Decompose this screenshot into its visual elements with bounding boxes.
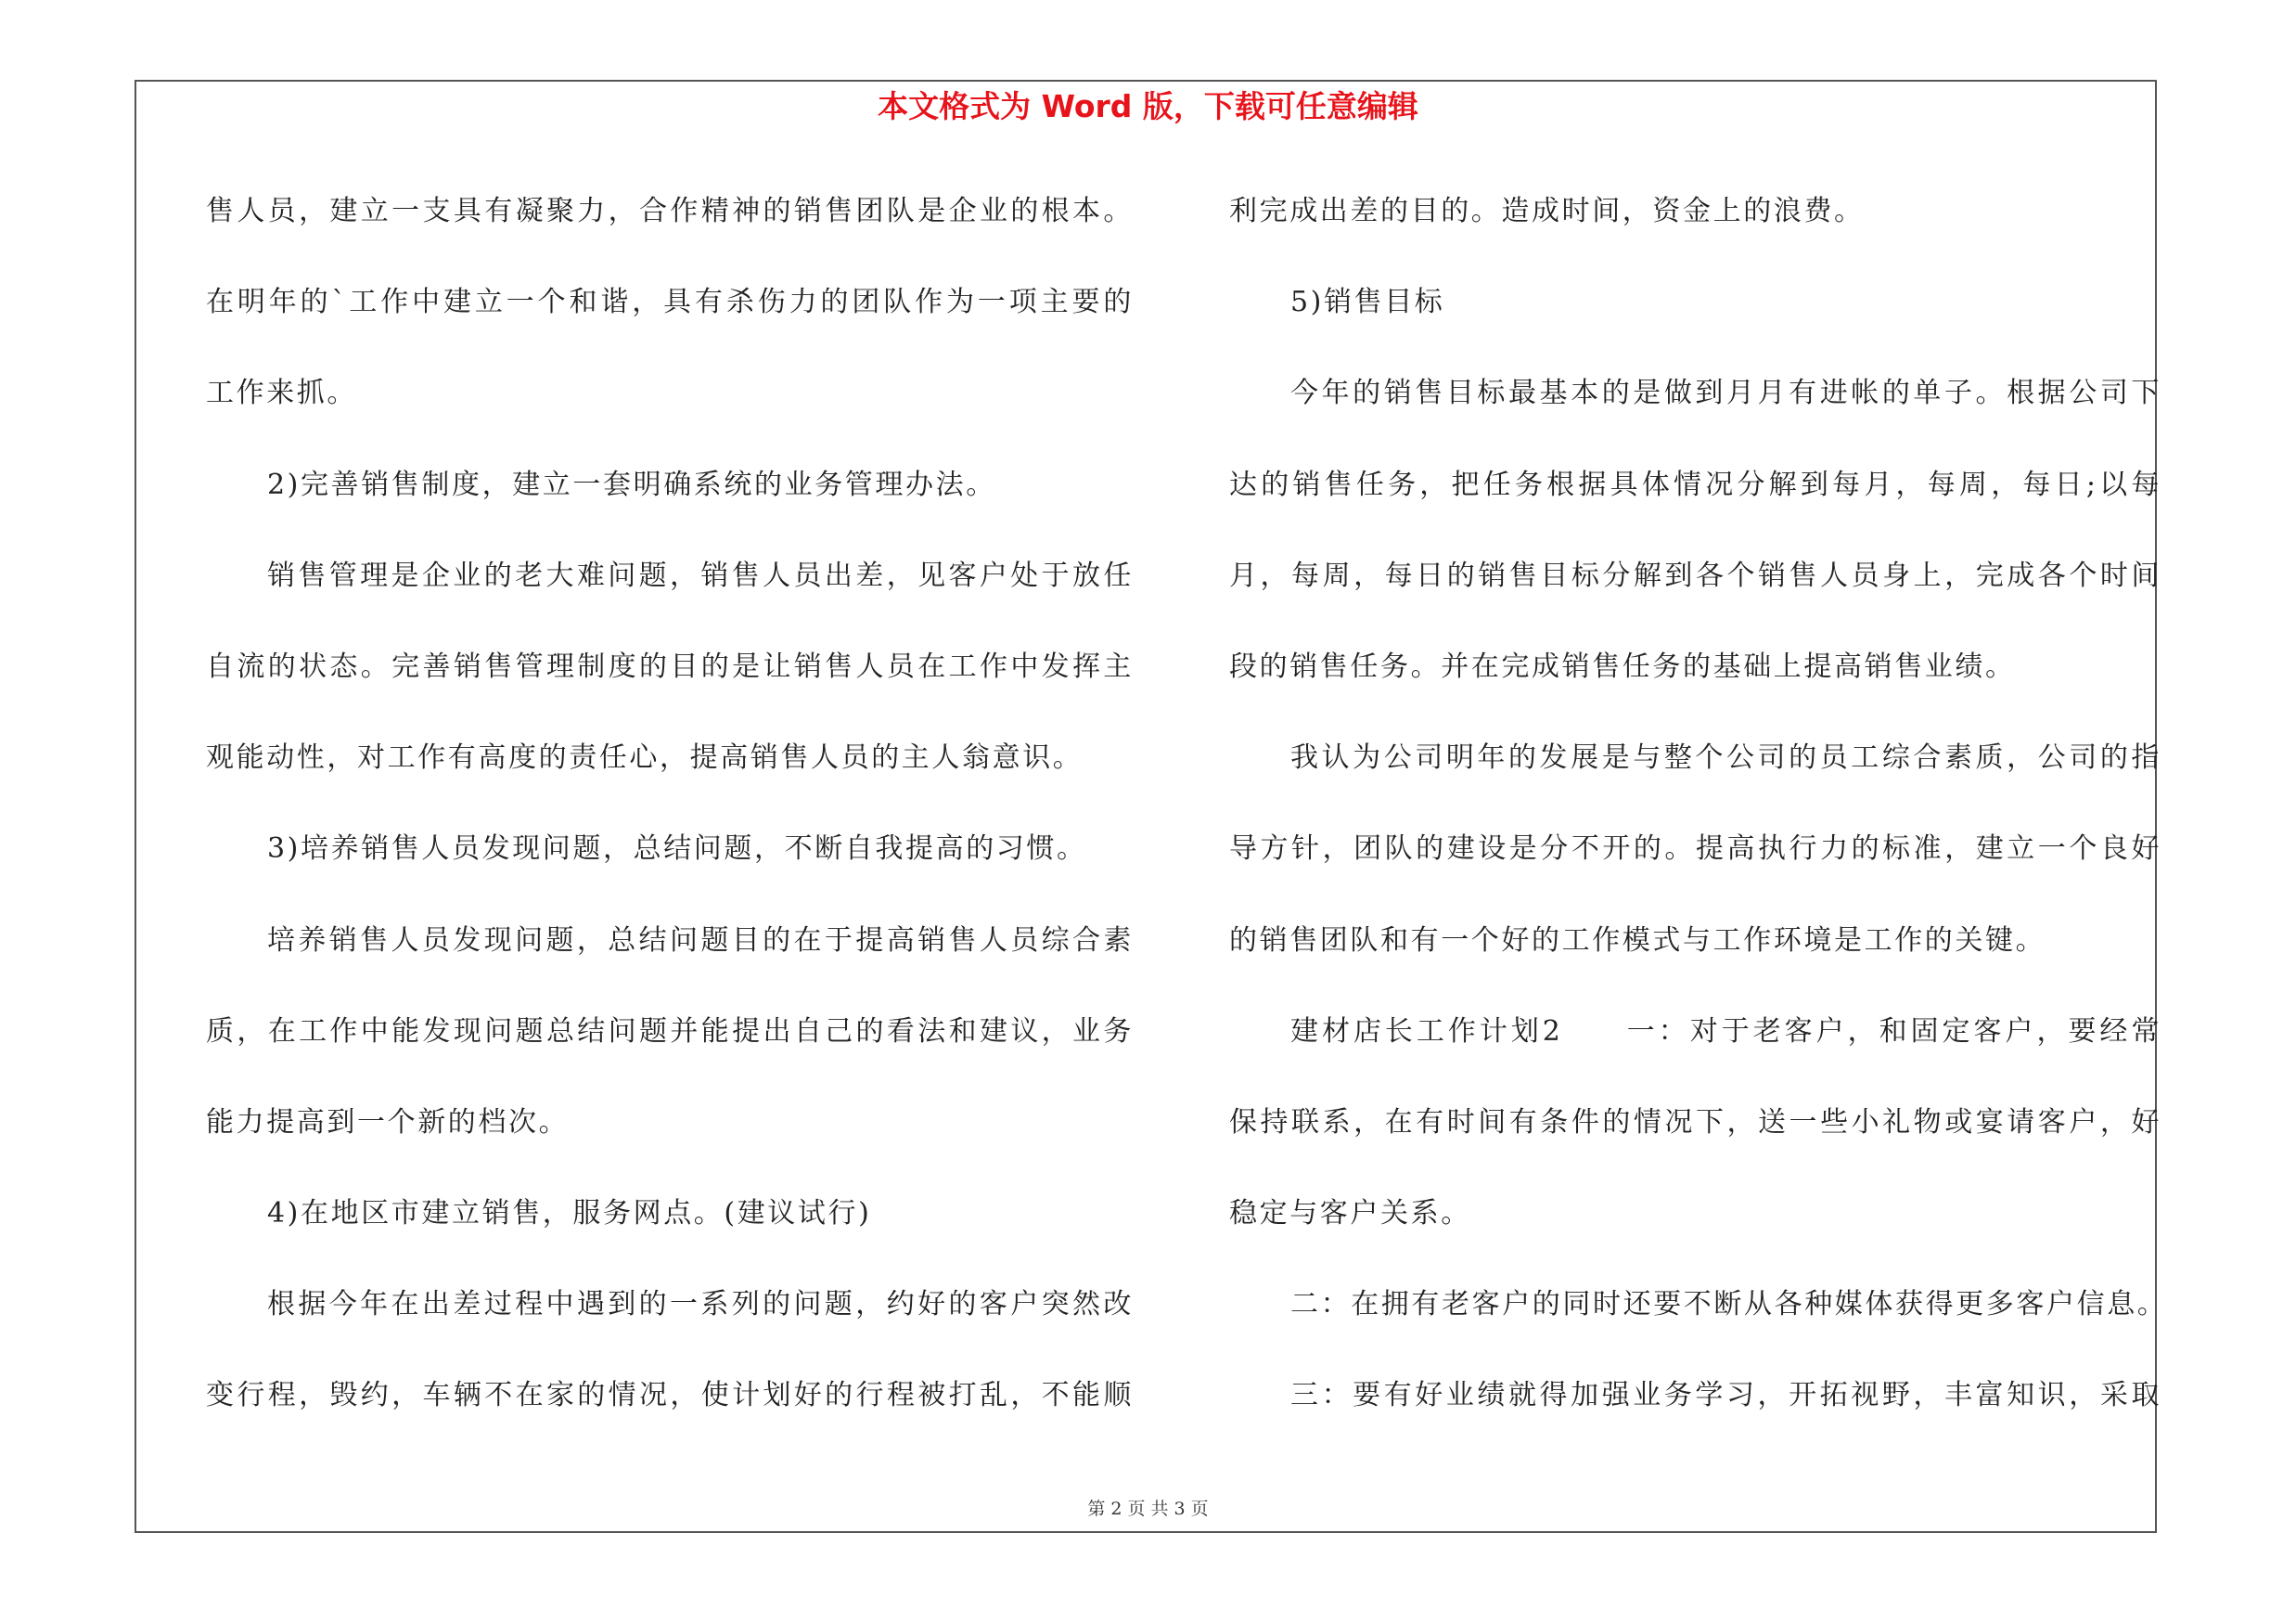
left-text-column	[206, 184, 1134, 1460]
text-line: 在明年的`工作中建立一个和谐，具有杀伤力的团队作为一项主要的	[206, 286, 1134, 319]
text-line: 稳定与客户关系。	[1229, 1197, 1471, 1230]
text-line: 根据今年在出差过程中遇到的一系列的问题，约好的客户突然改	[267, 1288, 1134, 1321]
text-line: 段的销售任务。并在完成销售任务的基础上提高销售业绩。	[1229, 650, 2016, 683]
text-line: 能力提高到一个新的档次。	[206, 1105, 570, 1139]
text-line: 保持联系，在有时间有条件的情况下，送一些小礼物或宴请客户，好	[1229, 1105, 2161, 1139]
format-banner: 本文格式为 Word 版，下载可任意编辑	[878, 88, 1418, 124]
text-line: 售人员，建立一支具有凝聚力，合作精神的销售团队是企业的根本。	[206, 195, 1134, 227]
text-line: 5)销售目标	[1290, 286, 1445, 319]
text-line: 变行程，毁约，车辆不在家的情况，使计划好的行程被打乱，不能顺	[206, 1379, 1134, 1412]
text-line: 达的销售任务，把任务根据具体情况分解到每月，每周，每日;以每	[1229, 468, 2161, 501]
text-line: 销售管理是企业的老大难问题，销售人员出差，见客户处于放任	[267, 559, 1134, 592]
text-line: 培养销售人员发现问题，总结问题目的在于提高销售人员综合素	[267, 923, 1134, 957]
text-line: 月，每周，每日的销售目标分解到各个销售人员身上，完成各个时间	[1229, 559, 2161, 592]
text-line: 质，在工作中能发现问题总结问题并能提出自己的看法和建议，业务	[206, 1014, 1134, 1048]
text-line: 导方针，团队的建设是分不开的。提高执行力的标准，建立一个良好	[1229, 832, 2161, 866]
text-line: 三：要有好业绩就得加强业务学习，开拓视野，丰富知识，采取	[1290, 1379, 2161, 1412]
text-line: 工作来抓。	[206, 377, 357, 410]
text-line: 4)在地区市建立销售，服务网点。(建议试行)	[267, 1197, 872, 1230]
text-line: 今年的销售目标最基本的是做到月月有进帐的单子。根据公司下	[1290, 377, 2161, 410]
text-line: 2)完善销售制度，建立一套明确系统的业务管理办法。	[267, 468, 996, 501]
text-line: 的销售团队和有一个好的工作模式与工作环境是工作的关键。	[1229, 923, 2046, 957]
text-line: 自流的状态。完善销售管理制度的目的是让销售人员在工作中发挥主	[206, 650, 1134, 683]
text-line: 建材店长工作计划2 一：对于老客户，和固定客户，要经常	[1290, 1014, 2161, 1048]
page-number-footer: 第 2 页 共 3 页	[1087, 1499, 1209, 1519]
text-line: 观能动性，对工作有高度的责任心，提高销售人员的主人翁意识。	[206, 741, 1084, 775]
text-line: 3)培养销售人员发现问题，总结问题，不断自我提高的习惯。	[267, 832, 1087, 866]
text-line: 二：在拥有老客户的同时还要不断从各种媒体获得更多客户信息。	[1290, 1288, 2168, 1321]
text-line: 我认为公司明年的发展是与整个公司的员工综合素质，公司的指	[1290, 741, 2161, 775]
right-text-column	[1229, 184, 2168, 1460]
text-line: 利完成出差的目的。造成时间，资金上的浪费。	[1229, 195, 1865, 227]
